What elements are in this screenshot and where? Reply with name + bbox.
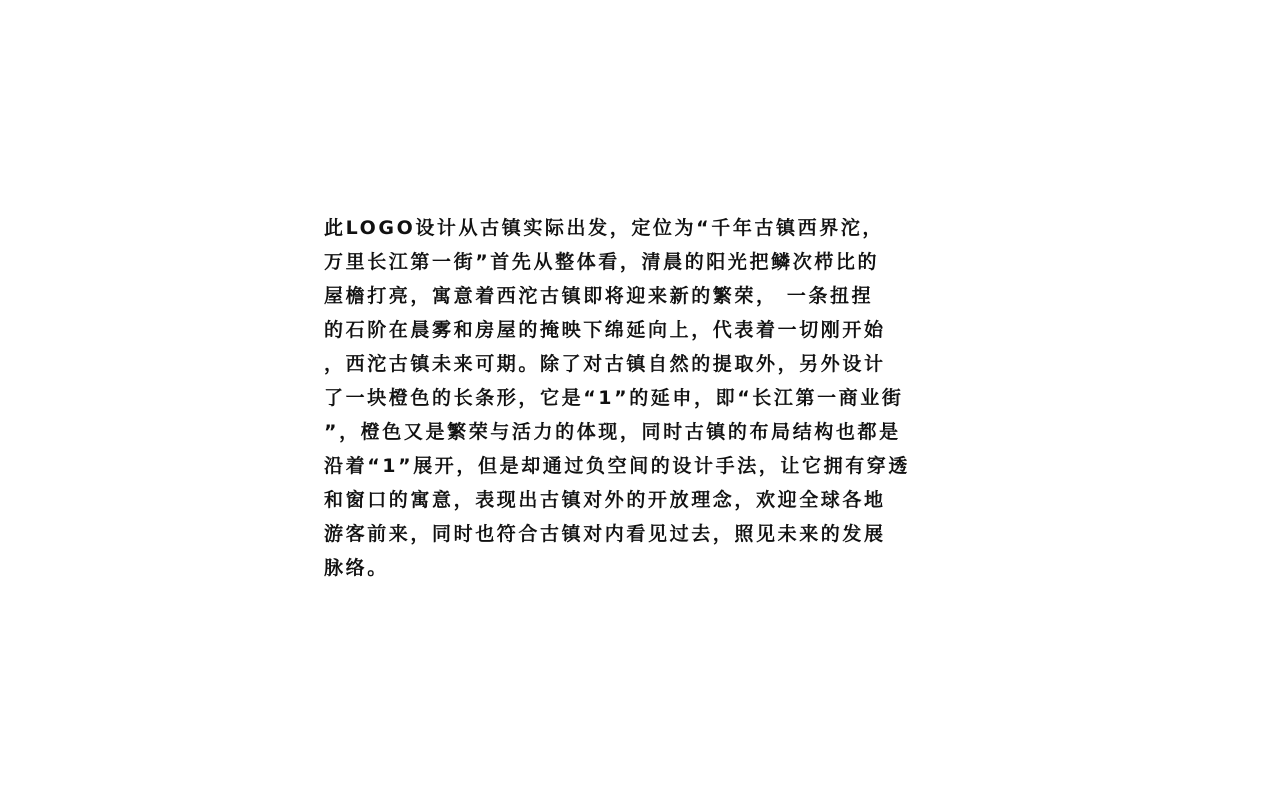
text-line: 了一块橙色的长条形，它是“1”的延申，即“长江第一商业街 xyxy=(324,387,904,409)
text-line: 的石阶在晨雾和房屋的掩映下绵延向上，代表着一切刚开始 xyxy=(324,319,886,341)
text-line: 和窗口的寓意，表现出古镇对外的开放理念，欢迎全球各地 xyxy=(324,489,886,511)
text-line: ，西沱古镇未来可期。除了对古镇自然的提取外，另外设计 xyxy=(324,353,886,375)
text-line: 沿着“1”展开，但是却通过负空间的设计手法，让它拥有穿透 xyxy=(324,455,910,477)
text-line: ”，橙色又是繁荣与活力的体现，同时古镇的布局结构也都是 xyxy=(324,421,901,443)
text-line: 脉络。 xyxy=(324,557,389,579)
text-line: 游客前来，同时也符合古镇对内看见过去，照见未来的发展 xyxy=(324,523,886,545)
description-text xyxy=(324,211,984,585)
text-line: 屋檐打亮，寓意着西沱古镇即将迎来新的繁荣， 一条扭捏 xyxy=(324,285,874,307)
text-line: 此LOGO设计从古镇实际出发，定位为“千年古镇西界沱， xyxy=(324,217,885,239)
text-line: 万里长江第一街”首先从整体看，清晨的阳光把鳞次栉比的 xyxy=(324,251,880,273)
